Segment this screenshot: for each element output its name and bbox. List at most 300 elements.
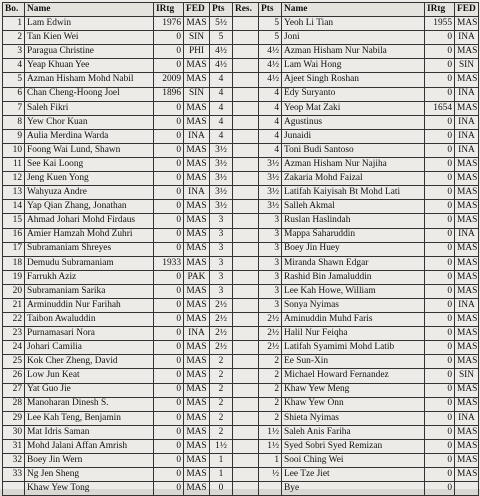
white-fed: MAS	[184, 214, 210, 228]
board-number: 19	[3, 270, 25, 284]
header-white-rating: IRtg	[154, 3, 184, 17]
white-points: 5½	[210, 17, 233, 31]
black-rating: 0	[425, 298, 455, 312]
white-points: 2	[210, 383, 233, 397]
white-name: Yap Qian Zhang, Jonathan	[25, 200, 154, 214]
white-rating: 1933	[154, 256, 184, 270]
black-fed: MAS	[455, 355, 479, 369]
white-points: 4	[210, 115, 233, 129]
white-fed: PAK	[184, 270, 210, 284]
table-row	[3, 439, 479, 453]
table-row	[3, 383, 479, 397]
table-row	[3, 17, 479, 31]
black-fed: SIN	[455, 369, 479, 383]
white-rating: 0	[154, 228, 184, 242]
white-fed: MAS	[184, 439, 210, 453]
white-fed: MAS	[184, 369, 210, 383]
black-points: 5	[259, 31, 282, 45]
black-name: Rashid Bin Jamaluddin	[282, 270, 425, 284]
black-points: 3	[259, 284, 282, 298]
board-number: 12	[3, 172, 25, 186]
result	[233, 73, 259, 87]
white-rating: 0	[154, 101, 184, 115]
board-number: 8	[3, 115, 25, 129]
black-rating: 0	[425, 73, 455, 87]
white-rating: 0	[154, 59, 184, 73]
table-row	[3, 327, 479, 341]
result	[233, 439, 259, 453]
black-fed: MAS	[455, 313, 479, 327]
black-rating: 0	[425, 214, 455, 228]
white-rating: 0	[154, 369, 184, 383]
white-name: Yat Guo Jie	[25, 383, 154, 397]
result	[233, 101, 259, 115]
black-fed: MAS	[455, 101, 479, 115]
black-name: Latifah Syamimi Mohd Latib	[282, 341, 425, 355]
black-name: Edy Suryanto	[282, 87, 425, 101]
white-name: Kok Cher Zheng, David	[25, 355, 154, 369]
white-name: Tan Kien Wei	[25, 31, 154, 45]
black-fed: MAS	[455, 383, 479, 397]
white-fed: MAS	[184, 313, 210, 327]
white-name: Lam Edwin	[25, 17, 154, 31]
white-fed: MAS	[184, 158, 210, 172]
table-row	[3, 87, 479, 101]
white-points: 1	[210, 468, 233, 482]
table-row	[3, 101, 479, 115]
board-number: 4	[3, 59, 25, 73]
black-rating: 0	[425, 397, 455, 411]
white-fed: MAS	[184, 355, 210, 369]
white-fed: MAS	[184, 200, 210, 214]
header-black-fed: FED	[455, 3, 479, 17]
black-points: 3	[259, 256, 282, 270]
white-rating: 1976	[154, 17, 184, 31]
table-row	[3, 313, 479, 327]
white-rating: 0	[154, 129, 184, 143]
black-points: 1	[259, 454, 282, 468]
black-rating: 0	[425, 284, 455, 298]
black-rating: 0	[425, 411, 455, 425]
white-fed: MAS	[184, 454, 210, 468]
black-points: 3½	[259, 186, 282, 200]
white-points: 3½	[210, 158, 233, 172]
black-points: 2	[259, 355, 282, 369]
white-name: Johari Camilia	[25, 341, 154, 355]
white-rating: 0	[154, 242, 184, 256]
black-rating: 0	[425, 31, 455, 45]
header-white-points: Pts	[210, 3, 233, 17]
black-points: 4	[259, 87, 282, 101]
white-points: 3	[210, 256, 233, 270]
black-name: Lam Wai Hong	[282, 59, 425, 73]
white-points: 3	[210, 270, 233, 284]
result	[233, 115, 259, 129]
white-name: Subramaniam Sarika	[25, 284, 154, 298]
white-rating: 0	[154, 115, 184, 129]
white-rating: 0	[154, 172, 184, 186]
white-name: Khaw Yew Tong	[25, 482, 154, 496]
black-rating: 0	[425, 327, 455, 341]
white-fed: MAS	[184, 341, 210, 355]
black-fed: MAS	[455, 270, 479, 284]
white-fed: MAS	[184, 411, 210, 425]
board-number: 32	[3, 454, 25, 468]
black-fed: MAS	[455, 468, 479, 482]
white-points: 4	[210, 73, 233, 87]
header-board-number: Bo.	[3, 3, 25, 17]
black-name: Sooi Ching Wei	[282, 454, 425, 468]
black-points: 2½	[259, 327, 282, 341]
black-points: 4	[259, 115, 282, 129]
white-name: Taibon Awaluddin	[25, 313, 154, 327]
black-fed: INA	[455, 87, 479, 101]
black-rating: 0	[425, 425, 455, 439]
black-rating: 0	[425, 439, 455, 453]
black-points: 5	[259, 17, 282, 31]
white-name: Subramaniam Shreyes	[25, 242, 154, 256]
white-name: Jeng Kuen Yong	[25, 172, 154, 186]
result	[233, 143, 259, 157]
black-name: Junaidi	[282, 129, 425, 143]
white-points: 3	[210, 228, 233, 242]
white-rating: 0	[154, 31, 184, 45]
black-points: 2½	[259, 313, 282, 327]
board-number: 25	[3, 355, 25, 369]
board-number: 16	[3, 228, 25, 242]
white-rating: 2009	[154, 73, 184, 87]
result	[233, 186, 259, 200]
result	[233, 284, 259, 298]
white-name: Yew Chor Kuan	[25, 115, 154, 129]
result	[233, 313, 259, 327]
black-points: 3½	[259, 172, 282, 186]
black-points: 2	[259, 383, 282, 397]
white-points: 4	[210, 129, 233, 143]
table-row	[3, 256, 479, 270]
black-fed: INA	[455, 411, 479, 425]
black-name: Khaw Yew Onn	[282, 397, 425, 411]
black-fed: INA	[455, 115, 479, 129]
result	[233, 129, 259, 143]
white-rating: 0	[154, 200, 184, 214]
white-name: Aulia Merdina Warda	[25, 129, 154, 143]
header-white-fed: FED	[184, 3, 210, 17]
white-fed: MAS	[184, 256, 210, 270]
board-number: 31	[3, 439, 25, 453]
white-fed: INA	[184, 327, 210, 341]
white-fed: MAS	[184, 17, 210, 31]
black-name: Saleh Anis Fariha	[282, 425, 425, 439]
board-number: 29	[3, 411, 25, 425]
table-row	[3, 228, 479, 242]
white-name: Yeap Khuan Yee	[25, 59, 154, 73]
result	[233, 31, 259, 45]
white-rating: 1896	[154, 87, 184, 101]
white-name: Ahmad Johari Mohd Firdaus	[25, 214, 154, 228]
white-rating: 0	[154, 482, 184, 496]
black-points: 4½	[259, 73, 282, 87]
white-fed: MAS	[184, 482, 210, 496]
black-rating: 0	[425, 313, 455, 327]
white-points: 0	[210, 482, 233, 496]
black-fed: MAS	[455, 439, 479, 453]
white-fed: MAS	[184, 284, 210, 298]
result	[233, 454, 259, 468]
board-number: 14	[3, 200, 25, 214]
black-name: Lee Tze Jiet	[282, 468, 425, 482]
black-points: 3	[259, 214, 282, 228]
black-rating: 1955	[425, 17, 455, 31]
black-fed: MAS	[455, 200, 479, 214]
board-number: 1	[3, 17, 25, 31]
white-rating: 0	[154, 284, 184, 298]
white-fed: MAS	[184, 73, 210, 87]
white-points: 2½	[210, 313, 233, 327]
board-number: 27	[3, 383, 25, 397]
black-rating: 0	[425, 143, 455, 157]
black-name: Aminuddin Muhd Faris	[282, 313, 425, 327]
black-name: Lee Kah Howe, William	[282, 284, 425, 298]
black-fed: INA	[455, 143, 479, 157]
board-number: 10	[3, 143, 25, 157]
board-number: 11	[3, 158, 25, 172]
white-name: Mat Idris Saman	[25, 425, 154, 439]
white-rating: 0	[154, 143, 184, 157]
black-fed: MAS	[455, 158, 479, 172]
board-number: 17	[3, 242, 25, 256]
white-rating: 0	[154, 411, 184, 425]
white-points: 2	[210, 369, 233, 383]
white-points: 3	[210, 284, 233, 298]
black-fed: MAS	[455, 425, 479, 439]
white-name: Amier Hamzah Mohd Zuhri	[25, 228, 154, 242]
white-fed: MAS	[184, 425, 210, 439]
black-name: Azman Hisham Nur Najiha	[282, 158, 425, 172]
black-rating: 1654	[425, 101, 455, 115]
white-name: Demudu Subramaniam	[25, 256, 154, 270]
black-fed: MAS	[455, 256, 479, 270]
white-rating: 0	[154, 468, 184, 482]
black-rating: 0	[425, 355, 455, 369]
black-rating: 0	[425, 158, 455, 172]
board-number: 5	[3, 73, 25, 87]
white-fed: MAS	[184, 172, 210, 186]
black-fed: MAS	[455, 284, 479, 298]
black-name: Boey Jin Huey	[282, 242, 425, 256]
white-rating: 0	[154, 425, 184, 439]
white-fed: MAS	[184, 468, 210, 482]
black-name: Miranda Shawn Edgar	[282, 256, 425, 270]
black-fed: INA	[455, 31, 479, 45]
black-points: 3½	[259, 158, 282, 172]
white-name: Azman Hisham Mohd Nabil	[25, 73, 154, 87]
table-row	[3, 369, 479, 383]
white-rating: 0	[154, 397, 184, 411]
table-row	[3, 468, 479, 482]
black-name: Yeop Mat Zaki	[282, 101, 425, 115]
white-rating: 0	[154, 298, 184, 312]
board-number: 30	[3, 425, 25, 439]
black-points: 2	[259, 397, 282, 411]
table-row	[3, 425, 479, 439]
white-fed: MAS	[184, 59, 210, 73]
white-rating: 0	[154, 355, 184, 369]
white-name: Ng Jen Sheng	[25, 468, 154, 482]
black-name: Sonya Nyimas	[282, 298, 425, 312]
white-name: Arminuddin Nur Farihah	[25, 298, 154, 312]
white-points: 5	[210, 31, 233, 45]
white-fed: MAS	[184, 115, 210, 129]
table-row	[3, 129, 479, 143]
black-name: Salleh Akmal	[282, 200, 425, 214]
result	[233, 355, 259, 369]
table-row	[3, 214, 479, 228]
table-row	[3, 411, 479, 425]
white-rating: 0	[154, 158, 184, 172]
black-points: 3½	[259, 200, 282, 214]
result	[233, 214, 259, 228]
white-points: 3	[210, 214, 233, 228]
white-points: 4½	[210, 45, 233, 59]
black-name: Zakaria Mohd Faizal	[282, 172, 425, 186]
black-rating: 0	[425, 256, 455, 270]
white-points: 2	[210, 397, 233, 411]
result	[233, 383, 259, 397]
white-points: 3	[210, 242, 233, 256]
result	[233, 468, 259, 482]
table-row	[3, 200, 479, 214]
board-number: 13	[3, 186, 25, 200]
pairings-table	[2, 2, 479, 496]
black-points: 3	[259, 298, 282, 312]
white-fed: MAS	[184, 298, 210, 312]
black-rating: 0	[425, 115, 455, 129]
black-rating: 0	[425, 482, 455, 496]
white-fed: MAS	[184, 101, 210, 115]
white-points: 1	[210, 454, 233, 468]
table-row	[3, 59, 479, 73]
black-rating: 0	[425, 270, 455, 284]
black-fed: MAS	[455, 242, 479, 256]
black-name: Halil Nur Feiqha	[282, 327, 425, 341]
result	[233, 270, 259, 284]
white-points: 4	[210, 101, 233, 115]
black-name: Michael Howard Fernandez	[282, 369, 425, 383]
black-name: Ruslan Haslindah	[282, 214, 425, 228]
black-rating: 0	[425, 200, 455, 214]
white-fed: MAS	[184, 143, 210, 157]
black-points: 1½	[259, 425, 282, 439]
table-row	[3, 115, 479, 129]
white-points: 3½	[210, 143, 233, 157]
result	[233, 59, 259, 73]
black-name: Ee Sun-Xin	[282, 355, 425, 369]
black-rating: 0	[425, 172, 455, 186]
black-fed: MAS	[455, 327, 479, 341]
white-points: 2½	[210, 341, 233, 355]
board-number: 33	[3, 468, 25, 482]
black-rating: 0	[425, 87, 455, 101]
white-rating: 0	[154, 45, 184, 59]
board-number: 6	[3, 87, 25, 101]
black-fed: MAS	[455, 214, 479, 228]
header-black-rating: IRtg	[425, 3, 455, 17]
white-rating: 0	[154, 454, 184, 468]
black-fed: MAS	[455, 454, 479, 468]
white-name: Lee Kah Teng, Benjamin	[25, 411, 154, 425]
table-row	[3, 454, 479, 468]
table-row	[3, 143, 479, 157]
black-fed: MAS	[455, 172, 479, 186]
table-row	[3, 298, 479, 312]
black-fed: INA	[455, 129, 479, 143]
black-points: 4	[259, 129, 282, 143]
black-points: 2	[259, 411, 282, 425]
white-name: Farrukh Aziz	[25, 270, 154, 284]
black-fed: SIN	[455, 59, 479, 73]
white-fed: SIN	[184, 31, 210, 45]
board-number: 2	[3, 31, 25, 45]
result	[233, 45, 259, 59]
white-points: 2	[210, 411, 233, 425]
table-row	[3, 270, 479, 284]
board-number: 22	[3, 313, 25, 327]
black-points: 4	[259, 143, 282, 157]
black-fed: MAS	[455, 397, 479, 411]
result	[233, 298, 259, 312]
black-name: Azman Hisham Nur Nabila	[282, 45, 425, 59]
white-rating: 0	[154, 383, 184, 397]
table-row	[3, 341, 479, 355]
table-row	[3, 31, 479, 45]
header-black-name: Name	[282, 3, 425, 17]
black-rating: 0	[425, 454, 455, 468]
white-name: Low Jun Keat	[25, 369, 154, 383]
black-fed: MAS	[455, 186, 479, 200]
black-rating: 0	[425, 383, 455, 397]
black-name: Latifah Kaiyisah Bt Mohd Lati	[282, 186, 425, 200]
white-rating: 0	[154, 270, 184, 284]
black-name: Toni Budi Santoso	[282, 143, 425, 157]
white-points: 2	[210, 425, 233, 439]
white-fed: MAS	[184, 397, 210, 411]
black-fed: MAS	[455, 73, 479, 87]
black-points: ½	[259, 468, 282, 482]
black-points: 4	[259, 101, 282, 115]
white-name: Chan Cheng-Hoong Joel	[25, 87, 154, 101]
table-row	[3, 186, 479, 200]
black-fed: MAS	[455, 45, 479, 59]
black-rating: 0	[425, 186, 455, 200]
result	[233, 397, 259, 411]
white-rating: 0	[154, 186, 184, 200]
table-row	[3, 355, 479, 369]
white-rating: 0	[154, 439, 184, 453]
black-name: Yeoh Li Tian	[282, 17, 425, 31]
white-fed: MAS	[184, 242, 210, 256]
white-fed: MAS	[184, 228, 210, 242]
black-rating: 0	[425, 242, 455, 256]
table-row	[3, 73, 479, 87]
header-white-name: Name	[25, 3, 154, 17]
result	[233, 256, 259, 270]
black-name: Ajeet Singh Roshan	[282, 73, 425, 87]
table-row	[3, 242, 479, 256]
white-name: Saleh Fikri	[25, 101, 154, 115]
white-points: 3½	[210, 200, 233, 214]
header-result: Res.	[233, 3, 259, 17]
